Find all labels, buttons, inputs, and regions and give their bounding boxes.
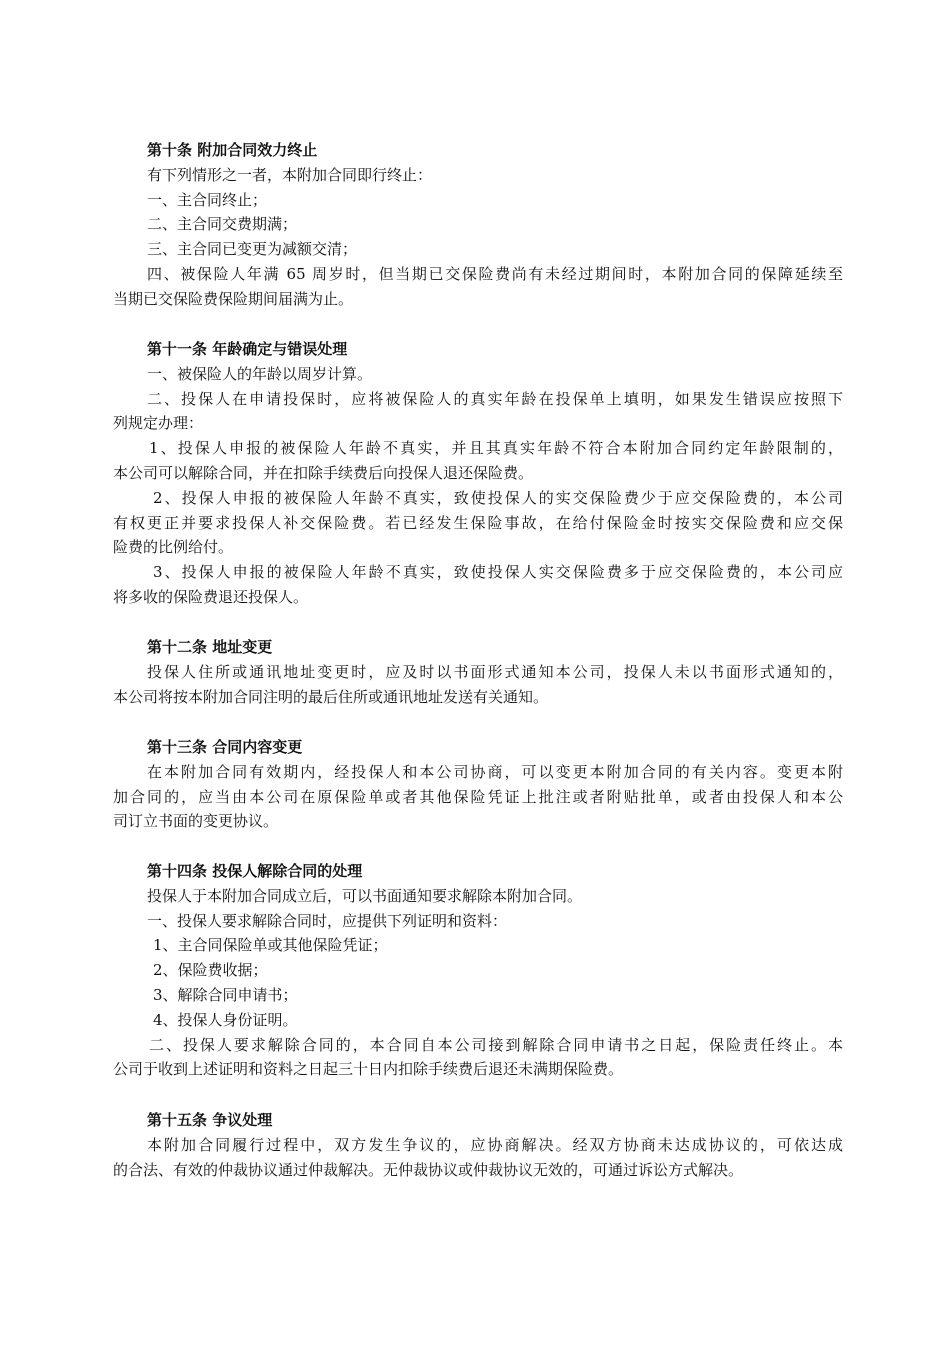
article-10-item-2: 二、主合同交费期满； — [147, 215, 298, 234]
article-15-para-cont: 的合法、有效的仲裁协议通过仲裁解决。无仲裁协议或仲裁协议无效的，可通过诉讼方式解决。 — [113, 1160, 744, 1179]
article-10-intro: 有下列情形之一者，本附加合同即行终止： — [147, 165, 433, 184]
article-10-item-4: 四、被保险人年满 65 周岁时，但当期已交保险费尚有未经过期间时，本附加合同的保障延续至 — [147, 264, 843, 283]
article-11 — [113, 337, 843, 610]
article-14-item-1: 一、投保人要求解除合同时，应提供下列证明和资料： — [147, 911, 508, 930]
article-13-para-cont2: 司订立书面的变更协议。 — [113, 812, 279, 831]
article-14-title: 第十四条 投保人解除合同的处理 — [147, 862, 363, 880]
article-13-title: 第十三条 合同内容变更 — [147, 738, 303, 756]
article-12-para: 投保人住所或通讯地址变更时，应及时以书面形式通知本公司，投保人未以书面形式通知的， — [147, 662, 843, 681]
article-11-item-2: 二、投保人在申请投保时，应将被保险人的真实年龄在投保单上填明，如果发生错误应按照下 — [147, 389, 843, 408]
article-13 — [113, 735, 843, 834]
article-11-sub-3: 3、投保人申报的被保险人年龄不真实，致使投保人实交保险费多于应交保险费的，本公司应 — [153, 563, 843, 582]
article-14-item-2: 二、投保人要求解除合同的，本合同自本公司接到解除合同申请书之日起，保险责任终止。本 — [149, 1035, 843, 1054]
article-10-item-3: 三、主合同已变更为减额交清； — [147, 240, 358, 259]
article-15-title: 第十五条 争议处理 — [147, 1111, 273, 1129]
article-11-title: 第十一条 年龄确定与错误处理 — [147, 340, 348, 358]
article-12 — [113, 635, 843, 709]
article-11-item-2-cont: 列规定办理： — [113, 414, 204, 433]
article-14 — [113, 859, 843, 1082]
article-10 — [113, 138, 843, 312]
article-15-para: 本附加合同履行过程中，双方发生争议的，应协商解决。经双方协商未达成协议的，可依达成 — [147, 1135, 843, 1154]
article-12-title: 第十二条 地址变更 — [147, 638, 273, 656]
article-11-sub-1-cont: 本公司可以解除合同，并在扣除手续费后向投保人退还保险费。 — [113, 463, 534, 482]
article-11-item-1: 一、被保险人的年龄以周岁计算。 — [147, 364, 373, 383]
article-10-title: 第十条 附加合同效力终止 — [147, 141, 318, 159]
article-14-doc-2: 2、保险费收据； — [153, 961, 268, 980]
article-11-sub-2: 2、投保人申报的被保险人年龄不真实，致使投保人的实交保险费少于应交保险费的，本公司 — [153, 488, 843, 507]
article-11-sub-1: 1、投保人申报的被保险人年龄不真实，并且其真实年龄不符合本附加合同约定年龄限制的， — [149, 439, 843, 458]
article-15 — [113, 1108, 843, 1182]
article-14-intro: 投保人于本附加合同成立后，可以书面通知要求解除本附加合同。 — [147, 886, 583, 905]
article-12-para-cont: 本公司将按本附加合同注明的最后住所或通讯地址发送有关通知。 — [113, 687, 549, 706]
article-11-sub-2-cont: 有权更正并要求投保人补交保险费。若已经发生保险事故，在给付保险金时按实交保险费和应交保 — [113, 513, 843, 532]
article-14-item-2-cont: 公司于收到上述证明和资料之日起三十日内扣除手续费后退还未满期保险费。 — [113, 1060, 624, 1079]
article-13-para: 在本附加合同有效期内，经投保人和本公司协商，可以变更本附加合同的有关内容。变更本附 — [147, 762, 843, 781]
article-11-sub-3-cont: 将多收的保险费退还投保人。 — [113, 587, 309, 606]
article-14-doc-3: 3、解除合同申请书； — [153, 985, 298, 1004]
article-14-doc-4: 4、投保人身份证明。 — [153, 1010, 298, 1029]
article-10-item-4-cont: 当期已交保险费保险期间届满为止。 — [113, 289, 354, 308]
article-13-para-cont: 加合同的，应当由本公司在原保险单或者其他保险凭证上批注或者附贴批单，或者由投保人和本公 — [113, 787, 843, 806]
article-11-sub-2-cont2: 险费的比例给付。 — [113, 538, 234, 557]
article-10-item-1: 一、主合同终止； — [147, 190, 268, 209]
article-14-doc-1: 1、主合同保险单或其他保险凭证； — [153, 936, 388, 955]
